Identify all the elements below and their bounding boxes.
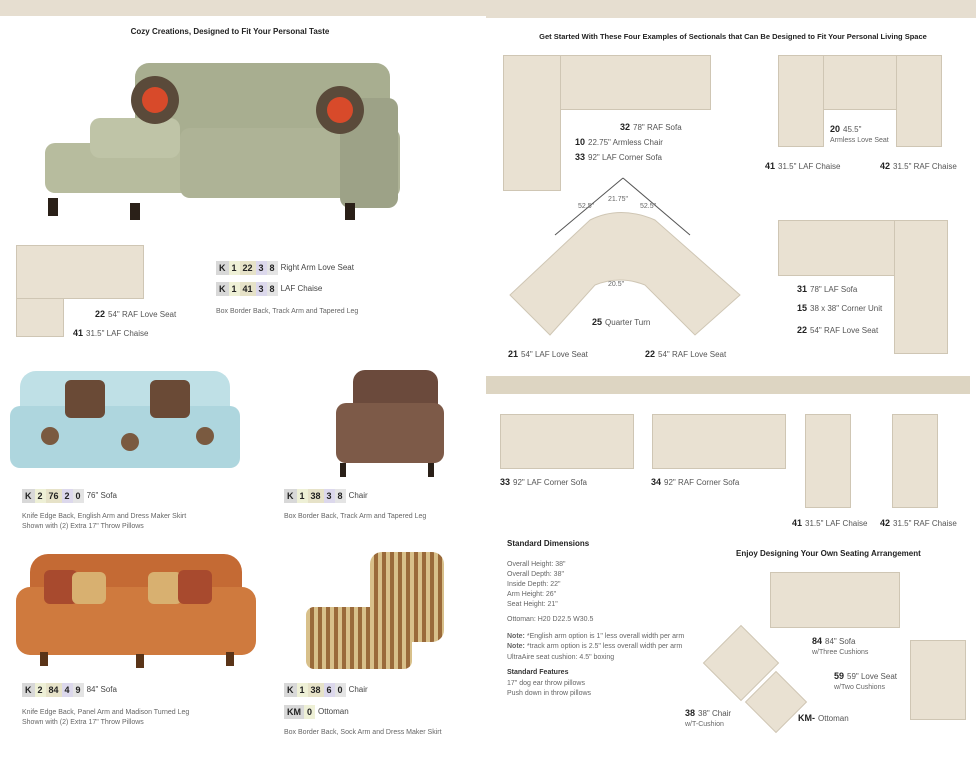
- ex3-item-21: 21 54" LAF Love Seat: [508, 349, 588, 359]
- sectional-sofa-photo: [40, 58, 400, 222]
- design-chair-label: 38 38" Chair: [685, 708, 732, 718]
- design-love-sub: w/Two Cushions: [834, 684, 885, 691]
- std-line-1: Overall Height: 38": [507, 561, 566, 568]
- ex4-right-shape: [894, 220, 948, 354]
- ex2-left-shape: [778, 55, 824, 147]
- sofa-76-note-2: Shown with (2) Extra 17" Throw Pillows: [22, 523, 144, 530]
- design-loveseat-shape: [910, 640, 966, 720]
- ex3-dim-4: 20.5": [608, 281, 625, 288]
- design-love-label: 59 59" Love Seat: [834, 671, 898, 681]
- piece-33-shape: [500, 414, 634, 469]
- ex3-dim-1: 52.5": [578, 203, 595, 210]
- std-note-1: Note: *English arm option is 1" less overall width per arm: [507, 633, 685, 640]
- piece-41-shape: [805, 414, 851, 508]
- striped-chair-ottoman-photo: [302, 552, 448, 672]
- std-line-2: Overall Depth: 38": [507, 571, 564, 578]
- item-41-label: 41 31.5" LAF Chaise: [73, 328, 149, 338]
- std-note-2: Note: *track arm option is 2.5" less overall width per arm: [507, 643, 683, 650]
- std-features-title: Standard Features: [507, 669, 569, 676]
- ex2-item-41: 41 31.5" LAF Chaise: [765, 161, 841, 171]
- chair-note-mid: Box Border Back, Track Arm and Tapered Leg: [284, 513, 427, 520]
- code-sofa-84: K 2 84 4 9 84" Sofa: [22, 683, 120, 697]
- top-band-left: [0, 0, 486, 16]
- code-row-2: K 1 41 3 8 LAF Chaise: [216, 282, 325, 296]
- code-sofa-76: K 2 76 2 0 76" Sofa: [22, 489, 120, 503]
- design-chair-sub: w/T-Cushion: [685, 721, 724, 728]
- top-band-right: [486, 0, 976, 18]
- ex2-item-42: 42 31.5" RAF Chaise: [880, 161, 957, 171]
- floral-sofa-photo: [10, 366, 242, 478]
- ex1-item-33: 33 92" LAF Corner Sofa: [575, 152, 663, 162]
- design-sofa-shape: [770, 572, 900, 628]
- code-row-1: K 1 22 3 8 Right Arm Love Seat: [216, 261, 357, 275]
- ex2-right-shape: [896, 55, 942, 147]
- piece-33-label: 33 92" LAF Corner Sofa: [500, 477, 588, 487]
- patterned-chair-photo: [328, 368, 448, 480]
- ex3-item-22: 22 54" RAF Love Seat: [645, 349, 727, 359]
- std-ottoman: Ottoman: H20 D22.5 W30.5: [507, 616, 594, 623]
- chair-note-bottom: Box Border Back, Sock Arm and Dress Maker Skirt: [284, 729, 442, 736]
- ex3-dim-3: 52.5": [640, 203, 657, 210]
- right-header: Get Started With These Four Examples of Sectionals that Can Be Designed to Fit Your Personal Living Space: [539, 32, 927, 41]
- ex4-item-22: 22 54" RAF Love Seat: [797, 325, 879, 335]
- code-chair-38-sock: K 1 38 6 0 Chair: [284, 683, 371, 697]
- std-feature-2: Push down in throw pillows: [507, 690, 592, 697]
- sofa-84-note-1: Knife Edge Back, Panel Arm and Madison Turned Leg: [22, 709, 190, 716]
- std-title: Standard Dimensions: [507, 539, 590, 548]
- ex3-dim-2: 21.75": [608, 196, 629, 203]
- std-line-3: Inside Depth: 22": [507, 581, 561, 588]
- ex1-left-shape: [503, 55, 561, 191]
- ex2-item-20-sub: Armless Love Seat: [830, 137, 889, 144]
- ex1-item-32: 32 78" RAF Sofa: [620, 122, 682, 132]
- std-line-4: Arm Height: 26": [507, 591, 557, 598]
- piece-42-shape: [892, 414, 938, 508]
- left-header: Cozy Creations, Designed to Fit Your Personal Taste: [130, 27, 330, 36]
- code-chair-38-track: K 1 38 3 8 Chair: [284, 489, 371, 503]
- ex1-item-10: 10 22.75" Armless Chair: [575, 137, 663, 147]
- std-feature-1: 17" dog ear throw pillows: [507, 680, 585, 687]
- top-note: Box Border Back, Track Arm and Tapered Leg: [216, 308, 359, 315]
- piece-34-shape: [652, 414, 786, 469]
- item-22-label: 22 54" RAF Love Seat: [95, 309, 177, 319]
- ex4-item-31: 31 78" LAF Sofa: [797, 284, 858, 294]
- design-title: Enjoy Designing Your Own Seating Arrangement: [736, 549, 921, 558]
- code-ottoman: KM 0 Ottoman: [284, 705, 352, 719]
- std-note-3: UltraAire seat cushion: 4.5" boxing: [507, 654, 615, 661]
- piece-34-label: 34 92" RAF Corner Sofa: [651, 477, 740, 487]
- raf-loveseat-shape: [16, 245, 144, 299]
- sofa-84-note-2: Shown with (2) Extra 17" Throw Pillows: [22, 719, 144, 726]
- ex2-item-20: 20 45.5": [830, 124, 862, 134]
- leather-sofa-photo: [16, 552, 256, 670]
- mid-band-right: [486, 376, 970, 394]
- design-sofa-label: 84 84" Sofa: [812, 636, 856, 646]
- ex3-item-25: 25 Quarter Turn: [592, 317, 651, 327]
- ex4-item-15: 15 38 x 38" Corner Unit: [797, 303, 883, 313]
- design-ottoman-label: KM- Ottoman: [798, 713, 849, 723]
- piece-42-label: 42 31.5" RAF Chaise: [880, 518, 957, 528]
- design-sofa-sub: w/Three Cushions: [812, 649, 869, 656]
- sofa-76-note-1: Knife Edge Back, English Arm and Dress Maker Skirt: [22, 513, 187, 520]
- std-line-5: Seat Height: 21": [507, 601, 558, 608]
- piece-41-label: 41 31.5" LAF Chaise: [792, 518, 868, 528]
